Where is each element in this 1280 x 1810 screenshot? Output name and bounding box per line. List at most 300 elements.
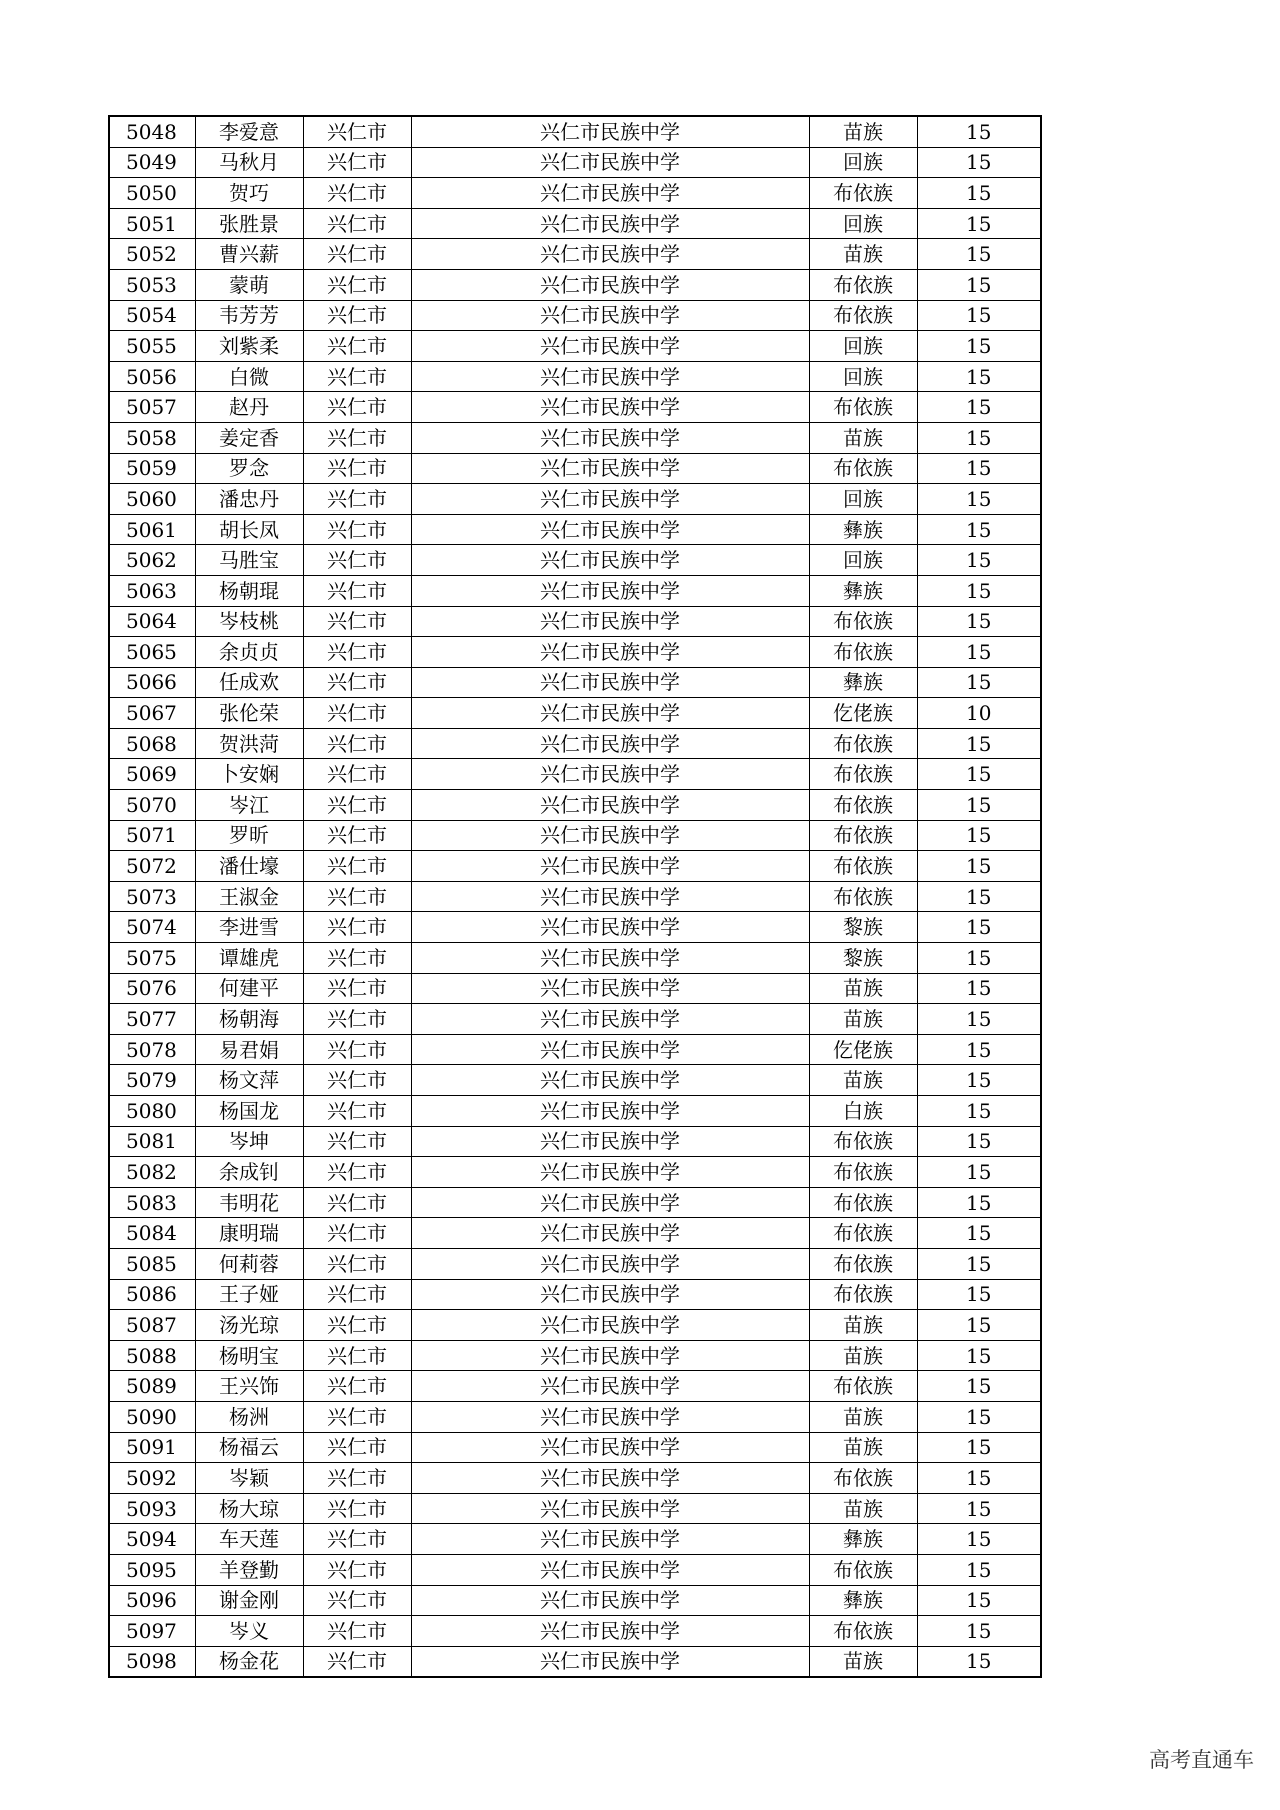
table-row [109,239,1041,270]
score-cell: 15 [917,667,1041,698]
score-cell: 15 [917,178,1041,209]
ethnicity-cell: 回族 [809,147,917,178]
ethnicity-cell: 苗族 [809,1493,917,1524]
city-cell: 兴仁市 [303,1646,411,1677]
table-row [109,943,1041,974]
name-cell: 杨文萍 [195,1065,303,1096]
ethnicity-cell: 布依族 [809,269,917,300]
city-cell: 兴仁市 [303,239,411,270]
id-cell: 5098 [109,1646,195,1677]
score-cell: 15 [917,575,1041,606]
ethnicity-cell: 彝族 [809,667,917,698]
id-cell: 5078 [109,1034,195,1065]
score-cell: 15 [917,1187,1041,1218]
city-cell: 兴仁市 [303,820,411,851]
id-cell: 5054 [109,300,195,331]
score-cell: 15 [917,1463,1041,1494]
table-row [109,1371,1041,1402]
score-cell: 15 [917,606,1041,637]
table-row [109,1034,1041,1065]
table-row [109,698,1041,729]
city-cell: 兴仁市 [303,514,411,545]
score-cell: 15 [917,1034,1041,1065]
score-cell: 15 [917,1126,1041,1157]
name-cell: 罗念 [195,453,303,484]
table-row [109,637,1041,668]
score-cell: 15 [917,116,1041,147]
city-cell: 兴仁市 [303,1157,411,1188]
id-cell: 5094 [109,1524,195,1555]
ethnicity-cell: 彝族 [809,1524,917,1555]
name-cell: 潘忠丹 [195,484,303,515]
school-cell: 兴仁市民族中学 [411,759,809,790]
table-row [109,728,1041,759]
city-cell: 兴仁市 [303,147,411,178]
table-row [109,361,1041,392]
table-row [109,1310,1041,1341]
city-cell: 兴仁市 [303,759,411,790]
table-row [109,453,1041,484]
school-cell: 兴仁市民族中学 [411,1218,809,1249]
school-cell: 兴仁市民族中学 [411,1004,809,1035]
score-cell: 15 [917,269,1041,300]
city-cell: 兴仁市 [303,1463,411,1494]
score-cell: 15 [917,1616,1041,1647]
score-cell: 15 [917,790,1041,821]
city-cell: 兴仁市 [303,1432,411,1463]
name-cell: 康明瑞 [195,1218,303,1249]
city-cell: 兴仁市 [303,667,411,698]
name-cell: 李进雪 [195,912,303,943]
name-cell: 杨福云 [195,1432,303,1463]
school-cell: 兴仁市民族中学 [411,1096,809,1127]
school-cell: 兴仁市民族中学 [411,1585,809,1616]
score-cell: 15 [917,1493,1041,1524]
id-cell: 5084 [109,1218,195,1249]
school-cell: 兴仁市民族中学 [411,514,809,545]
school-cell: 兴仁市民族中学 [411,667,809,698]
school-cell: 兴仁市民族中学 [411,637,809,668]
city-cell: 兴仁市 [303,728,411,759]
ethnicity-cell: 仡佬族 [809,698,917,729]
id-cell: 5096 [109,1585,195,1616]
city-cell: 兴仁市 [303,1340,411,1371]
city-cell: 兴仁市 [303,1126,411,1157]
table-row [109,1432,1041,1463]
score-cell: 15 [917,1340,1041,1371]
ethnicity-cell: 布依族 [809,453,917,484]
id-cell: 5063 [109,575,195,606]
ethnicity-cell: 布依族 [809,1218,917,1249]
name-cell: 王兴饰 [195,1371,303,1402]
name-cell: 曹兴薪 [195,239,303,270]
score-cell: 15 [917,1157,1041,1188]
id-cell: 5089 [109,1371,195,1402]
table-row [109,790,1041,821]
id-cell: 5065 [109,637,195,668]
score-cell: 15 [917,422,1041,453]
student-table-body [109,116,1041,1677]
school-cell: 兴仁市民族中学 [411,851,809,882]
score-cell: 15 [917,851,1041,882]
city-cell: 兴仁市 [303,422,411,453]
city-cell: 兴仁市 [303,269,411,300]
id-cell: 5079 [109,1065,195,1096]
score-cell: 15 [917,1646,1041,1677]
table-row [109,575,1041,606]
school-cell: 兴仁市民族中学 [411,1463,809,1494]
table-row [109,1218,1041,1249]
table-row [109,1126,1041,1157]
school-cell: 兴仁市民族中学 [411,1401,809,1432]
name-cell: 杨朝琨 [195,575,303,606]
name-cell: 易君娟 [195,1034,303,1065]
score-cell: 15 [917,943,1041,974]
name-cell: 蒙萌 [195,269,303,300]
id-cell: 5076 [109,973,195,1004]
id-cell: 5075 [109,943,195,974]
student-table [108,115,1042,1678]
city-cell: 兴仁市 [303,1310,411,1341]
city-cell: 兴仁市 [303,1004,411,1035]
score-cell: 15 [917,1096,1041,1127]
school-cell: 兴仁市民族中学 [411,790,809,821]
id-cell: 5074 [109,912,195,943]
school-cell: 兴仁市民族中学 [411,545,809,576]
table-row [109,1524,1041,1555]
score-cell: 15 [917,545,1041,576]
city-cell: 兴仁市 [303,1248,411,1279]
table-row [109,331,1041,362]
school-cell: 兴仁市民族中学 [411,1034,809,1065]
table-row [109,484,1041,515]
table-row [109,606,1041,637]
ethnicity-cell: 布依族 [809,1248,917,1279]
school-cell: 兴仁市民族中学 [411,698,809,729]
score-cell: 15 [917,1004,1041,1035]
table-row [109,1401,1041,1432]
id-cell: 5050 [109,178,195,209]
school-cell: 兴仁市民族中学 [411,728,809,759]
name-cell: 刘紫柔 [195,331,303,362]
score-cell: 15 [917,820,1041,851]
name-cell: 马秋月 [195,147,303,178]
ethnicity-cell: 布依族 [809,392,917,423]
id-cell: 5086 [109,1279,195,1310]
ethnicity-cell: 苗族 [809,422,917,453]
id-cell: 5080 [109,1096,195,1127]
score-cell: 15 [917,881,1041,912]
score-cell: 15 [917,484,1041,515]
ethnicity-cell: 布依族 [809,1463,917,1494]
table-row [109,392,1041,423]
score-cell: 15 [917,453,1041,484]
id-cell: 5097 [109,1616,195,1647]
ethnicity-cell: 彝族 [809,575,917,606]
ethnicity-cell: 布依族 [809,178,917,209]
city-cell: 兴仁市 [303,943,411,974]
city-cell: 兴仁市 [303,1585,411,1616]
school-cell: 兴仁市民族中学 [411,147,809,178]
score-cell: 15 [917,239,1041,270]
ethnicity-cell: 布依族 [809,851,917,882]
ethnicity-cell: 苗族 [809,973,917,1004]
table-row [109,178,1041,209]
score-cell: 15 [917,1279,1041,1310]
city-cell: 兴仁市 [303,575,411,606]
name-cell: 姜定香 [195,422,303,453]
name-cell: 任成欢 [195,667,303,698]
table-row [109,759,1041,790]
school-cell: 兴仁市民族中学 [411,881,809,912]
name-cell: 谢金刚 [195,1585,303,1616]
name-cell: 卜安娴 [195,759,303,790]
id-cell: 5085 [109,1248,195,1279]
table-row [109,1646,1041,1677]
name-cell: 白微 [195,361,303,392]
school-cell: 兴仁市民族中学 [411,912,809,943]
school-cell: 兴仁市民族中学 [411,361,809,392]
table-row [109,208,1041,239]
ethnicity-cell: 布依族 [809,728,917,759]
id-cell: 5061 [109,514,195,545]
city-cell: 兴仁市 [303,790,411,821]
id-cell: 5051 [109,208,195,239]
name-cell: 杨明宝 [195,1340,303,1371]
id-cell: 5055 [109,331,195,362]
city-cell: 兴仁市 [303,881,411,912]
id-cell: 5091 [109,1432,195,1463]
city-cell: 兴仁市 [303,361,411,392]
ethnicity-cell: 回族 [809,484,917,515]
score-cell: 15 [917,1554,1041,1585]
id-cell: 5082 [109,1157,195,1188]
id-cell: 5093 [109,1493,195,1524]
id-cell: 5066 [109,667,195,698]
id-cell: 5049 [109,147,195,178]
name-cell: 张胜景 [195,208,303,239]
city-cell: 兴仁市 [303,1187,411,1218]
table-row [109,1616,1041,1647]
school-cell: 兴仁市民族中学 [411,1371,809,1402]
school-cell: 兴仁市民族中学 [411,1554,809,1585]
name-cell: 岑坤 [195,1126,303,1157]
watermark-text: 高考直通车 [1149,1748,1254,1772]
table-row [109,300,1041,331]
score-cell: 15 [917,1585,1041,1616]
name-cell: 何建平 [195,973,303,1004]
city-cell: 兴仁市 [303,1034,411,1065]
table-row [109,1248,1041,1279]
score-cell: 15 [917,1401,1041,1432]
table-row [109,1493,1041,1524]
table-row [109,820,1041,851]
school-cell: 兴仁市民族中学 [411,422,809,453]
city-cell: 兴仁市 [303,637,411,668]
id-cell: 5067 [109,698,195,729]
school-cell: 兴仁市民族中学 [411,1157,809,1188]
table-row [109,912,1041,943]
name-cell: 李爱意 [195,116,303,147]
city-cell: 兴仁市 [303,1493,411,1524]
ethnicity-cell: 苗族 [809,1401,917,1432]
city-cell: 兴仁市 [303,331,411,362]
name-cell: 赵丹 [195,392,303,423]
table-row [109,1340,1041,1371]
name-cell: 岑义 [195,1616,303,1647]
ethnicity-cell: 布依族 [809,1554,917,1585]
school-cell: 兴仁市民族中学 [411,1248,809,1279]
name-cell: 何莉蓉 [195,1248,303,1279]
table-row [109,1279,1041,1310]
score-cell: 15 [917,759,1041,790]
score-cell: 15 [917,1248,1041,1279]
name-cell: 贺巧 [195,178,303,209]
ethnicity-cell: 苗族 [809,1432,917,1463]
id-cell: 5081 [109,1126,195,1157]
ethnicity-cell: 布依族 [809,1371,917,1402]
name-cell: 余贞贞 [195,637,303,668]
ethnicity-cell: 布依族 [809,606,917,637]
ethnicity-cell: 苗族 [809,1646,917,1677]
ethnicity-cell: 回族 [809,545,917,576]
school-cell: 兴仁市民族中学 [411,300,809,331]
score-cell: 15 [917,361,1041,392]
name-cell: 岑江 [195,790,303,821]
ethnicity-cell: 布依族 [809,1616,917,1647]
city-cell: 兴仁市 [303,1401,411,1432]
table-row [109,147,1041,178]
name-cell: 杨朝海 [195,1004,303,1035]
city-cell: 兴仁市 [303,1554,411,1585]
name-cell: 岑枝桃 [195,606,303,637]
id-cell: 5057 [109,392,195,423]
city-cell: 兴仁市 [303,1279,411,1310]
id-cell: 5072 [109,851,195,882]
school-cell: 兴仁市民族中学 [411,943,809,974]
school-cell: 兴仁市民族中学 [411,484,809,515]
school-cell: 兴仁市民族中学 [411,575,809,606]
city-cell: 兴仁市 [303,1371,411,1402]
school-cell: 兴仁市民族中学 [411,1126,809,1157]
score-cell: 15 [917,1371,1041,1402]
id-cell: 5052 [109,239,195,270]
score-cell: 15 [917,1310,1041,1341]
score-cell: 15 [917,1218,1041,1249]
school-cell: 兴仁市民族中学 [411,1432,809,1463]
id-cell: 5073 [109,881,195,912]
id-cell: 5092 [109,1463,195,1494]
ethnicity-cell: 仡佬族 [809,1034,917,1065]
school-cell: 兴仁市民族中学 [411,606,809,637]
ethnicity-cell: 布依族 [809,790,917,821]
city-cell: 兴仁市 [303,1218,411,1249]
name-cell: 潘仕壕 [195,851,303,882]
ethnicity-cell: 白族 [809,1096,917,1127]
city-cell: 兴仁市 [303,178,411,209]
id-cell: 5048 [109,116,195,147]
school-cell: 兴仁市民族中学 [411,1279,809,1310]
city-cell: 兴仁市 [303,1065,411,1096]
id-cell: 5090 [109,1401,195,1432]
name-cell: 汤光琼 [195,1310,303,1341]
school-cell: 兴仁市民族中学 [411,178,809,209]
name-cell: 罗昕 [195,820,303,851]
school-cell: 兴仁市民族中学 [411,820,809,851]
name-cell: 胡长凤 [195,514,303,545]
name-cell: 谭雄虎 [195,943,303,974]
name-cell: 张伦荣 [195,698,303,729]
ethnicity-cell: 苗族 [809,1004,917,1035]
ethnicity-cell: 布依族 [809,881,917,912]
table-row [109,422,1041,453]
table-row [109,851,1041,882]
name-cell: 韦明花 [195,1187,303,1218]
score-cell: 15 [917,637,1041,668]
score-cell: 15 [917,147,1041,178]
table-row [109,1004,1041,1035]
id-cell: 5088 [109,1340,195,1371]
score-cell: 15 [917,1524,1041,1555]
ethnicity-cell: 黎族 [809,912,917,943]
id-cell: 5068 [109,728,195,759]
id-cell: 5095 [109,1554,195,1585]
city-cell: 兴仁市 [303,1524,411,1555]
id-cell: 5077 [109,1004,195,1035]
school-cell: 兴仁市民族中学 [411,269,809,300]
id-cell: 5058 [109,422,195,453]
id-cell: 5062 [109,545,195,576]
school-cell: 兴仁市民族中学 [411,208,809,239]
table-row [109,116,1041,147]
ethnicity-cell: 苗族 [809,116,917,147]
id-cell: 5056 [109,361,195,392]
name-cell: 王淑金 [195,881,303,912]
ethnicity-cell: 布依族 [809,1187,917,1218]
score-cell: 15 [917,514,1041,545]
school-cell: 兴仁市民族中学 [411,1524,809,1555]
city-cell: 兴仁市 [303,698,411,729]
table-row [109,269,1041,300]
table-row [109,545,1041,576]
school-cell: 兴仁市民族中学 [411,1616,809,1647]
id-cell: 5071 [109,820,195,851]
ethnicity-cell: 布依族 [809,1126,917,1157]
ethnicity-cell: 布依族 [809,1157,917,1188]
ethnicity-cell: 彝族 [809,1585,917,1616]
name-cell: 杨金花 [195,1646,303,1677]
city-cell: 兴仁市 [303,453,411,484]
id-cell: 5059 [109,453,195,484]
id-cell: 5070 [109,790,195,821]
id-cell: 5069 [109,759,195,790]
city-cell: 兴仁市 [303,1096,411,1127]
ethnicity-cell: 布依族 [809,820,917,851]
ethnicity-cell: 回族 [809,331,917,362]
school-cell: 兴仁市民族中学 [411,239,809,270]
table-row [109,1065,1041,1096]
name-cell: 杨大琼 [195,1493,303,1524]
school-cell: 兴仁市民族中学 [411,1493,809,1524]
name-cell: 马胜宝 [195,545,303,576]
city-cell: 兴仁市 [303,484,411,515]
ethnicity-cell: 布依族 [809,300,917,331]
city-cell: 兴仁市 [303,606,411,637]
city-cell: 兴仁市 [303,912,411,943]
name-cell: 车天莲 [195,1524,303,1555]
school-cell: 兴仁市民族中学 [411,453,809,484]
school-cell: 兴仁市民族中学 [411,973,809,1004]
